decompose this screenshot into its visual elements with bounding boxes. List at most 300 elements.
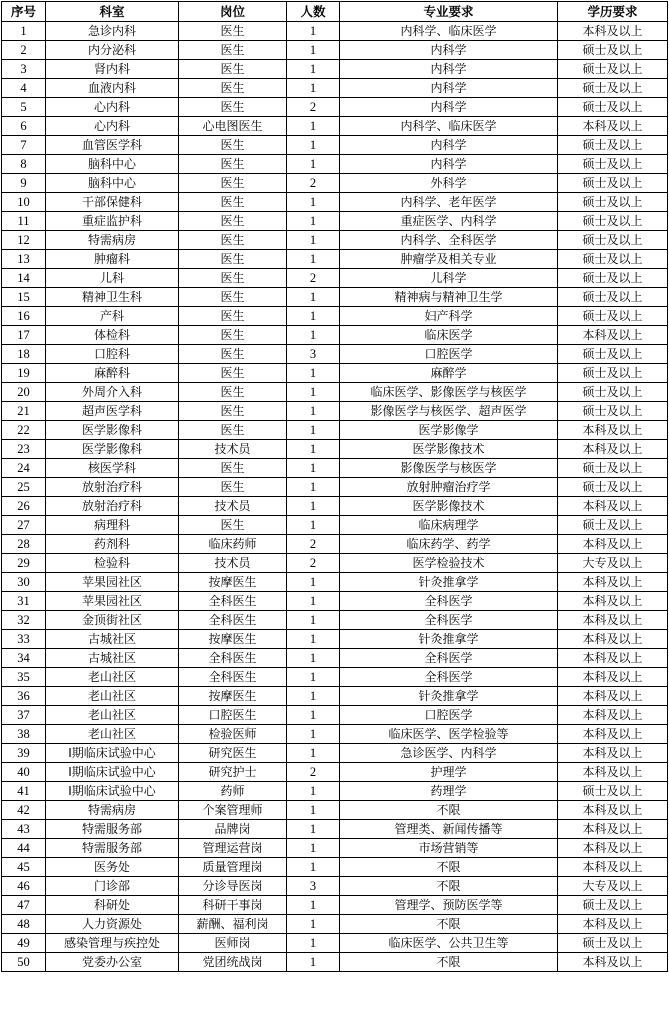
cell-position: 党团统战岗 <box>179 953 287 972</box>
table-row <box>2 136 668 155</box>
cell-index: 46 <box>2 877 46 896</box>
cell-count: 3 <box>287 877 340 896</box>
cell-index: 45 <box>2 858 46 877</box>
cell-education: 本科及以上 <box>558 763 668 782</box>
cell-index: 6 <box>2 117 46 136</box>
table-row <box>2 820 668 839</box>
table-row <box>2 459 668 478</box>
table-row <box>2 478 668 497</box>
cell-department: 老山社区 <box>46 706 179 725</box>
cell-index: 15 <box>2 288 46 307</box>
cell-education: 硕士及以上 <box>558 516 668 535</box>
cell-index: 19 <box>2 364 46 383</box>
cell-position: 个案管理师 <box>179 801 287 820</box>
cell-department: 老山社区 <box>46 725 179 744</box>
cell-count: 1 <box>287 820 340 839</box>
table-row <box>2 250 668 269</box>
table-row <box>2 801 668 820</box>
cell-position: 管理运营岗 <box>179 839 287 858</box>
table-row <box>2 649 668 668</box>
cell-major: 内科学 <box>340 60 558 79</box>
cell-position: 医生 <box>179 193 287 212</box>
cell-count: 1 <box>287 231 340 250</box>
cell-position: 医生 <box>179 326 287 345</box>
cell-major: 药理学 <box>340 782 558 801</box>
cell-education: 本科及以上 <box>558 820 668 839</box>
table-row <box>2 326 668 345</box>
table-row <box>2 554 668 573</box>
cell-count: 3 <box>287 345 340 364</box>
cell-index: 10 <box>2 193 46 212</box>
cell-position: 按摩医生 <box>179 630 287 649</box>
cell-count: 1 <box>287 744 340 763</box>
cell-department: 麻醉科 <box>46 364 179 383</box>
table-row <box>2 212 668 231</box>
cell-education: 硕士及以上 <box>558 478 668 497</box>
cell-department: 苹果园社区 <box>46 592 179 611</box>
cell-major: 医学影像技术 <box>340 497 558 516</box>
cell-count: 1 <box>287 326 340 345</box>
cell-count: 1 <box>287 288 340 307</box>
cell-index: 30 <box>2 573 46 592</box>
cell-count: 1 <box>287 801 340 820</box>
cell-position: 医生 <box>179 212 287 231</box>
table-row <box>2 41 668 60</box>
cell-education: 硕士及以上 <box>558 345 668 364</box>
cell-position: 分诊导医岗 <box>179 877 287 896</box>
cell-count: 2 <box>287 763 340 782</box>
cell-count: 1 <box>287 250 340 269</box>
cell-index: 12 <box>2 231 46 250</box>
cell-position: 医生 <box>179 402 287 421</box>
cell-education: 本科及以上 <box>558 915 668 934</box>
cell-department: 超声医学科 <box>46 402 179 421</box>
cell-department: 核医学科 <box>46 459 179 478</box>
table-row <box>2 668 668 687</box>
cell-index: 20 <box>2 383 46 402</box>
cell-department: I期临床试验中心 <box>46 763 179 782</box>
cell-department: I期临床试验中心 <box>46 782 179 801</box>
cell-education: 硕士及以上 <box>558 212 668 231</box>
cell-position: 医生 <box>179 459 287 478</box>
cell-education: 本科及以上 <box>558 687 668 706</box>
cell-index: 24 <box>2 459 46 478</box>
header-department: 科室 <box>46 2 179 22</box>
cell-department: 病理科 <box>46 516 179 535</box>
cell-department: 血管医学科 <box>46 136 179 155</box>
cell-count: 1 <box>287 953 340 972</box>
cell-index: 21 <box>2 402 46 421</box>
cell-department: 放射治疗科 <box>46 497 179 516</box>
table-row <box>2 497 668 516</box>
cell-count: 1 <box>287 364 340 383</box>
cell-major: 临床医学、公共卫生等 <box>340 934 558 953</box>
cell-department: 精神卫生科 <box>46 288 179 307</box>
cell-major: 重症医学、内科学 <box>340 212 558 231</box>
cell-position: 医生 <box>179 136 287 155</box>
cell-index: 27 <box>2 516 46 535</box>
cell-education: 硕士及以上 <box>558 288 668 307</box>
cell-index: 32 <box>2 611 46 630</box>
table-row <box>2 934 668 953</box>
cell-count: 1 <box>287 402 340 421</box>
header-index: 序号 <box>2 2 46 22</box>
cell-education: 硕士及以上 <box>558 136 668 155</box>
header-row <box>2 2 668 22</box>
cell-education: 硕士及以上 <box>558 193 668 212</box>
cell-index: 3 <box>2 60 46 79</box>
cell-education: 硕士及以上 <box>558 269 668 288</box>
cell-index: 23 <box>2 440 46 459</box>
cell-index: 1 <box>2 22 46 41</box>
cell-department: 老山社区 <box>46 687 179 706</box>
cell-education: 本科及以上 <box>558 953 668 972</box>
cell-index: 50 <box>2 953 46 972</box>
cell-count: 1 <box>287 497 340 516</box>
cell-count: 1 <box>287 668 340 687</box>
cell-count: 1 <box>287 307 340 326</box>
cell-count: 1 <box>287 706 340 725</box>
cell-major: 市场营销等 <box>340 839 558 858</box>
table-row <box>2 269 668 288</box>
cell-department: 特需服务部 <box>46 820 179 839</box>
cell-index: 43 <box>2 820 46 839</box>
cell-index: 41 <box>2 782 46 801</box>
cell-index: 5 <box>2 98 46 117</box>
cell-position: 医生 <box>179 250 287 269</box>
cell-department: 感染管理与疾控处 <box>46 934 179 953</box>
cell-index: 42 <box>2 801 46 820</box>
table-row <box>2 174 668 193</box>
cell-count: 2 <box>287 98 340 117</box>
cell-position: 医生 <box>179 22 287 41</box>
cell-major: 内科学 <box>340 98 558 117</box>
cell-department: 苹果园社区 <box>46 573 179 592</box>
table-row <box>2 953 668 972</box>
cell-position: 研究护士 <box>179 763 287 782</box>
cell-position: 质量管理岗 <box>179 858 287 877</box>
cell-count: 1 <box>287 858 340 877</box>
cell-major: 肿瘤学及相关专业 <box>340 250 558 269</box>
cell-major: 不限 <box>340 877 558 896</box>
cell-major: 临床医学、医学检验等 <box>340 725 558 744</box>
cell-major: 影像医学与核医学、超声医学 <box>340 402 558 421</box>
cell-department: 老山社区 <box>46 668 179 687</box>
cell-index: 14 <box>2 269 46 288</box>
table-row <box>2 22 668 41</box>
cell-count: 1 <box>287 136 340 155</box>
table-row <box>2 307 668 326</box>
cell-major: 全科医学 <box>340 649 558 668</box>
table-body <box>2 22 668 972</box>
table-row <box>2 573 668 592</box>
cell-count: 1 <box>287 592 340 611</box>
cell-major: 医学影像学 <box>340 421 558 440</box>
cell-education: 本科及以上 <box>558 440 668 459</box>
cell-education: 本科及以上 <box>558 535 668 554</box>
cell-index: 34 <box>2 649 46 668</box>
cell-index: 31 <box>2 592 46 611</box>
cell-major: 全科医学 <box>340 611 558 630</box>
cell-education: 本科及以上 <box>558 858 668 877</box>
cell-position: 科研干事岗 <box>179 896 287 915</box>
table-row <box>2 535 668 554</box>
cell-department: 脑科中心 <box>46 174 179 193</box>
cell-education: 硕士及以上 <box>558 402 668 421</box>
cell-major: 临床药学、药学 <box>340 535 558 554</box>
cell-major: 针灸推拿学 <box>340 573 558 592</box>
cell-count: 1 <box>287 117 340 136</box>
cell-major: 管理类、新闻传播等 <box>340 820 558 839</box>
cell-position: 全科医生 <box>179 668 287 687</box>
cell-major: 口腔医学 <box>340 345 558 364</box>
cell-major: 内科学、老年医学 <box>340 193 558 212</box>
cell-major: 医学检验技术 <box>340 554 558 573</box>
table-row <box>2 288 668 307</box>
cell-major: 管理学、预防医学等 <box>340 896 558 915</box>
cell-major: 全科医学 <box>340 668 558 687</box>
table-row <box>2 611 668 630</box>
table-row <box>2 364 668 383</box>
cell-position: 医生 <box>179 269 287 288</box>
cell-education: 硕士及以上 <box>558 383 668 402</box>
cell-department: 医学影像科 <box>46 440 179 459</box>
cell-major: 精神病与精神卫生学 <box>340 288 558 307</box>
cell-count: 1 <box>287 440 340 459</box>
cell-index: 7 <box>2 136 46 155</box>
cell-position: 医生 <box>179 60 287 79</box>
table-row <box>2 345 668 364</box>
cell-count: 1 <box>287 934 340 953</box>
cell-index: 38 <box>2 725 46 744</box>
cell-count: 1 <box>287 421 340 440</box>
cell-position: 全科医生 <box>179 592 287 611</box>
cell-education: 本科及以上 <box>558 649 668 668</box>
cell-position: 研究医生 <box>179 744 287 763</box>
cell-position: 药师 <box>179 782 287 801</box>
cell-index: 28 <box>2 535 46 554</box>
cell-major: 临床医学、影像医学与核医学 <box>340 383 558 402</box>
cell-major: 放射肿瘤治疗学 <box>340 478 558 497</box>
cell-position: 口腔医生 <box>179 706 287 725</box>
cell-position: 薪酬、福利岗 <box>179 915 287 934</box>
cell-major: 内科学 <box>340 79 558 98</box>
cell-major: 影像医学与核医学 <box>340 459 558 478</box>
cell-major: 全科医学 <box>340 592 558 611</box>
cell-count: 1 <box>287 459 340 478</box>
cell-education: 硕士及以上 <box>558 896 668 915</box>
cell-position: 医生 <box>179 345 287 364</box>
table-row <box>2 896 668 915</box>
cell-position: 按摩医生 <box>179 687 287 706</box>
cell-department: 金顶街社区 <box>46 611 179 630</box>
cell-department: 儿科 <box>46 269 179 288</box>
cell-department: 脑科中心 <box>46 155 179 174</box>
cell-index: 29 <box>2 554 46 573</box>
table-row <box>2 687 668 706</box>
cell-department: 肿瘤科 <box>46 250 179 269</box>
cell-major: 内科学 <box>340 155 558 174</box>
cell-count: 1 <box>287 516 340 535</box>
cell-education: 硕士及以上 <box>558 250 668 269</box>
cell-position: 技术员 <box>179 554 287 573</box>
table-row <box>2 630 668 649</box>
cell-department: 干部保健科 <box>46 193 179 212</box>
cell-count: 1 <box>287 839 340 858</box>
cell-major: 麻醉学 <box>340 364 558 383</box>
cell-major: 针灸推拿学 <box>340 630 558 649</box>
cell-index: 8 <box>2 155 46 174</box>
cell-education: 本科及以上 <box>558 611 668 630</box>
cell-position: 检验医师 <box>179 725 287 744</box>
cell-count: 2 <box>287 535 340 554</box>
cell-count: 1 <box>287 193 340 212</box>
cell-education: 硕士及以上 <box>558 459 668 478</box>
table-row <box>2 725 668 744</box>
cell-education: 硕士及以上 <box>558 98 668 117</box>
cell-major: 内科学 <box>340 136 558 155</box>
cell-department: 心内科 <box>46 117 179 136</box>
cell-index: 17 <box>2 326 46 345</box>
cell-position: 技术员 <box>179 440 287 459</box>
cell-major: 儿科学 <box>340 269 558 288</box>
table-row <box>2 60 668 79</box>
cell-major: 口腔医学 <box>340 706 558 725</box>
cell-education: 本科及以上 <box>558 117 668 136</box>
cell-major: 内科学、临床医学 <box>340 117 558 136</box>
header-position: 岗位 <box>179 2 287 22</box>
cell-education: 硕士及以上 <box>558 782 668 801</box>
cell-major: 外科学 <box>340 174 558 193</box>
cell-education: 本科及以上 <box>558 497 668 516</box>
table-row <box>2 117 668 136</box>
cell-index: 49 <box>2 934 46 953</box>
cell-position: 医生 <box>179 174 287 193</box>
cell-position: 医生 <box>179 383 287 402</box>
cell-position: 按摩医生 <box>179 573 287 592</box>
cell-department: 人力资源处 <box>46 915 179 934</box>
cell-department: 检验科 <box>46 554 179 573</box>
cell-position: 医生 <box>179 155 287 174</box>
cell-department: 党委办公室 <box>46 953 179 972</box>
cell-major: 针灸推拿学 <box>340 687 558 706</box>
cell-major: 急诊医学、内科学 <box>340 744 558 763</box>
cell-position: 医生 <box>179 41 287 60</box>
table-row <box>2 516 668 535</box>
cell-index: 18 <box>2 345 46 364</box>
cell-index: 11 <box>2 212 46 231</box>
cell-major: 内科学、全科医学 <box>340 231 558 250</box>
cell-education: 本科及以上 <box>558 326 668 345</box>
cell-education: 硕士及以上 <box>558 174 668 193</box>
header-major: 专业要求 <box>340 2 558 22</box>
cell-index: 40 <box>2 763 46 782</box>
cell-position: 医生 <box>179 478 287 497</box>
cell-department: 肾内科 <box>46 60 179 79</box>
cell-major: 不限 <box>340 915 558 934</box>
cell-count: 1 <box>287 782 340 801</box>
table-row <box>2 383 668 402</box>
table-row <box>2 421 668 440</box>
cell-count: 1 <box>287 896 340 915</box>
cell-department: 体检科 <box>46 326 179 345</box>
cell-count: 1 <box>287 687 340 706</box>
cell-position: 医生 <box>179 421 287 440</box>
cell-count: 2 <box>287 269 340 288</box>
cell-department: 外周介入科 <box>46 383 179 402</box>
cell-position: 全科医生 <box>179 611 287 630</box>
cell-count: 2 <box>287 554 340 573</box>
cell-department: 特需服务部 <box>46 839 179 858</box>
cell-education: 硕士及以上 <box>558 41 668 60</box>
cell-education: 硕士及以上 <box>558 60 668 79</box>
cell-index: 4 <box>2 79 46 98</box>
cell-department: 放射治疗科 <box>46 478 179 497</box>
cell-position: 医生 <box>179 307 287 326</box>
cell-index: 36 <box>2 687 46 706</box>
cell-position: 医生 <box>179 516 287 535</box>
cell-count: 1 <box>287 155 340 174</box>
cell-count: 1 <box>287 22 340 41</box>
cell-index: 26 <box>2 497 46 516</box>
cell-index: 25 <box>2 478 46 497</box>
cell-major: 不限 <box>340 801 558 820</box>
cell-major: 妇产科学 <box>340 307 558 326</box>
cell-education: 本科及以上 <box>558 22 668 41</box>
table-row <box>2 98 668 117</box>
cell-count: 1 <box>287 630 340 649</box>
cell-position: 品牌岗 <box>179 820 287 839</box>
table-row <box>2 193 668 212</box>
cell-index: 44 <box>2 839 46 858</box>
cell-education: 本科及以上 <box>558 706 668 725</box>
cell-index: 16 <box>2 307 46 326</box>
cell-index: 47 <box>2 896 46 915</box>
cell-education: 本科及以上 <box>558 668 668 687</box>
cell-department: 特需病房 <box>46 231 179 250</box>
cell-education: 本科及以上 <box>558 630 668 649</box>
cell-major: 护理学 <box>340 763 558 782</box>
cell-count: 1 <box>287 79 340 98</box>
cell-index: 2 <box>2 41 46 60</box>
cell-department: 特需病房 <box>46 801 179 820</box>
table-row <box>2 155 668 174</box>
cell-position: 医生 <box>179 231 287 250</box>
recruitment-table-container <box>1 1 668 972</box>
cell-education: 本科及以上 <box>558 421 668 440</box>
cell-index: 48 <box>2 915 46 934</box>
cell-position: 心电图医生 <box>179 117 287 136</box>
cell-department: 重症监护科 <box>46 212 179 231</box>
cell-education: 本科及以上 <box>558 839 668 858</box>
cell-department: 科研处 <box>46 896 179 915</box>
table-row <box>2 877 668 896</box>
cell-education: 大专及以上 <box>558 877 668 896</box>
cell-position: 医生 <box>179 98 287 117</box>
cell-count: 1 <box>287 41 340 60</box>
cell-index: 35 <box>2 668 46 687</box>
cell-position: 临床药师 <box>179 535 287 554</box>
cell-education: 本科及以上 <box>558 573 668 592</box>
cell-count: 1 <box>287 725 340 744</box>
cell-major: 临床医学 <box>340 326 558 345</box>
cell-department: 古城社区 <box>46 649 179 668</box>
cell-position: 医生 <box>179 364 287 383</box>
table-row <box>2 440 668 459</box>
cell-major: 内科学、临床医学 <box>340 22 558 41</box>
cell-education: 硕士及以上 <box>558 79 668 98</box>
table-row <box>2 592 668 611</box>
